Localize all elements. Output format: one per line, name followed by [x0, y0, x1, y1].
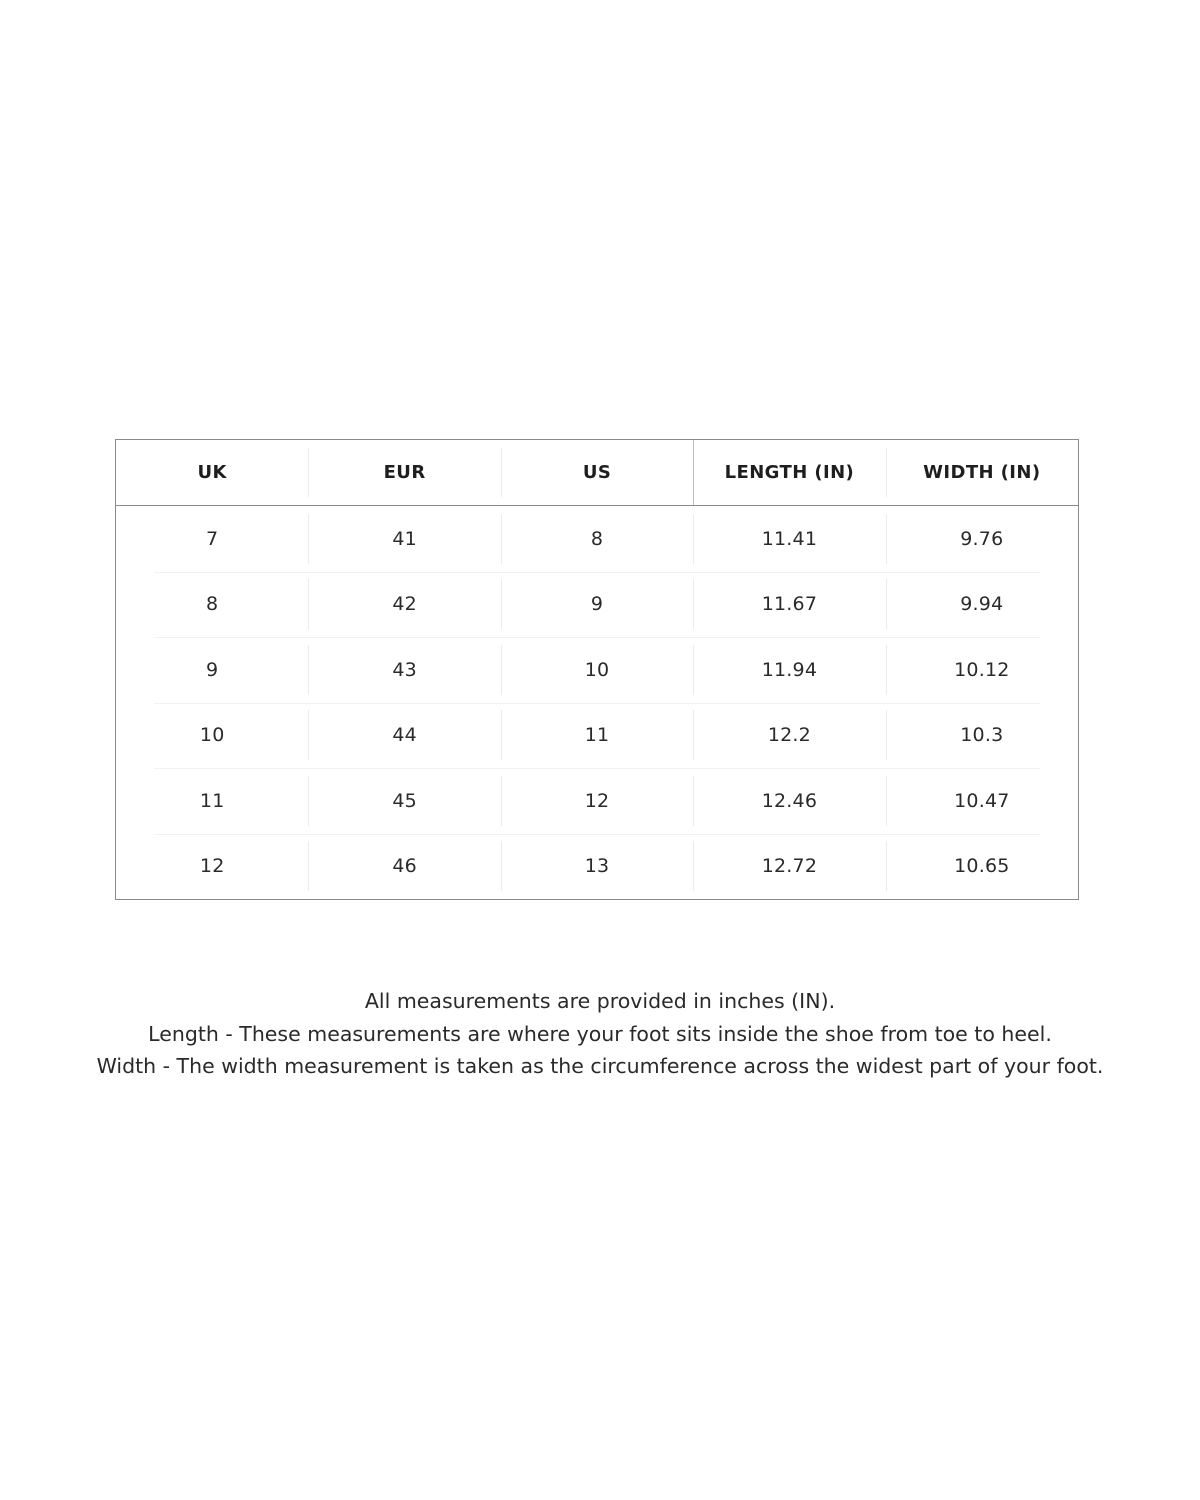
table-cell-length: 11.41	[693, 506, 885, 572]
table-cell-uk: 11	[199, 789, 225, 812]
table-cell-us: 12	[501, 768, 693, 834]
table-cell-us: 11	[501, 703, 693, 769]
table-cell-length: 11.67	[693, 572, 885, 638]
table-row	[116, 637, 1078, 703]
header-cell-uk: UK	[197, 462, 227, 483]
header-cell-width: WIDTH (IN)	[886, 440, 1078, 505]
table-header-row	[116, 440, 1078, 506]
table-cell-us: 10	[501, 637, 693, 703]
table-cell-length: 12.72	[693, 834, 885, 900]
header-cell-us: US	[501, 440, 693, 505]
table-cell-uk: 9	[206, 658, 219, 681]
table-cell-width: 10.12	[886, 637, 1078, 703]
size-chart-table	[115, 439, 1079, 900]
table-cell-width: 10.47	[886, 768, 1078, 834]
table-cell-us: 8	[501, 506, 693, 572]
table-cell-length: 12.46	[693, 768, 885, 834]
table-cell-eur: 46	[308, 834, 500, 900]
table-row	[116, 572, 1078, 638]
table-cell-width: 10.3	[886, 703, 1078, 769]
table-cell-uk: 7	[206, 527, 219, 550]
table-row	[116, 768, 1078, 834]
table-cell-width: 9.94	[886, 572, 1078, 638]
table-cell-eur: 42	[308, 572, 500, 638]
width-note: Width - The width measurement is taken as the circumference across the widest part of your foot.	[96, 1054, 1104, 1078]
table-cell-eur: 43	[308, 637, 500, 703]
table-cell-uk: 12	[199, 855, 225, 878]
table-cell-length: 12.2	[693, 703, 885, 769]
table-cell-length: 11.94	[693, 637, 885, 703]
table-cell-eur: 45	[308, 768, 500, 834]
header-cell-eur: EUR	[308, 440, 500, 505]
table-cell-width: 9.76	[886, 506, 1078, 572]
table-cell-uk: 8	[206, 593, 219, 616]
table-cell-us: 13	[501, 834, 693, 900]
table-row	[116, 506, 1078, 572]
units-note: All measurements are provided in inches (IN).	[364, 989, 836, 1013]
table-cell-uk: 10	[199, 724, 225, 747]
length-note: Length - These measurements are where your foot sits inside the shoe from toe to heel.	[148, 1021, 1052, 1046]
table-cell-eur: 41	[308, 506, 500, 572]
table-row	[116, 703, 1078, 769]
table-cell-eur: 44	[308, 703, 500, 769]
measurement-notes	[0, 985, 1200, 1083]
table-row	[116, 834, 1078, 900]
table-cell-width: 10.65	[886, 834, 1078, 900]
header-cell-length: LENGTH (IN)	[693, 440, 885, 505]
table-cell-us: 9	[501, 572, 693, 638]
